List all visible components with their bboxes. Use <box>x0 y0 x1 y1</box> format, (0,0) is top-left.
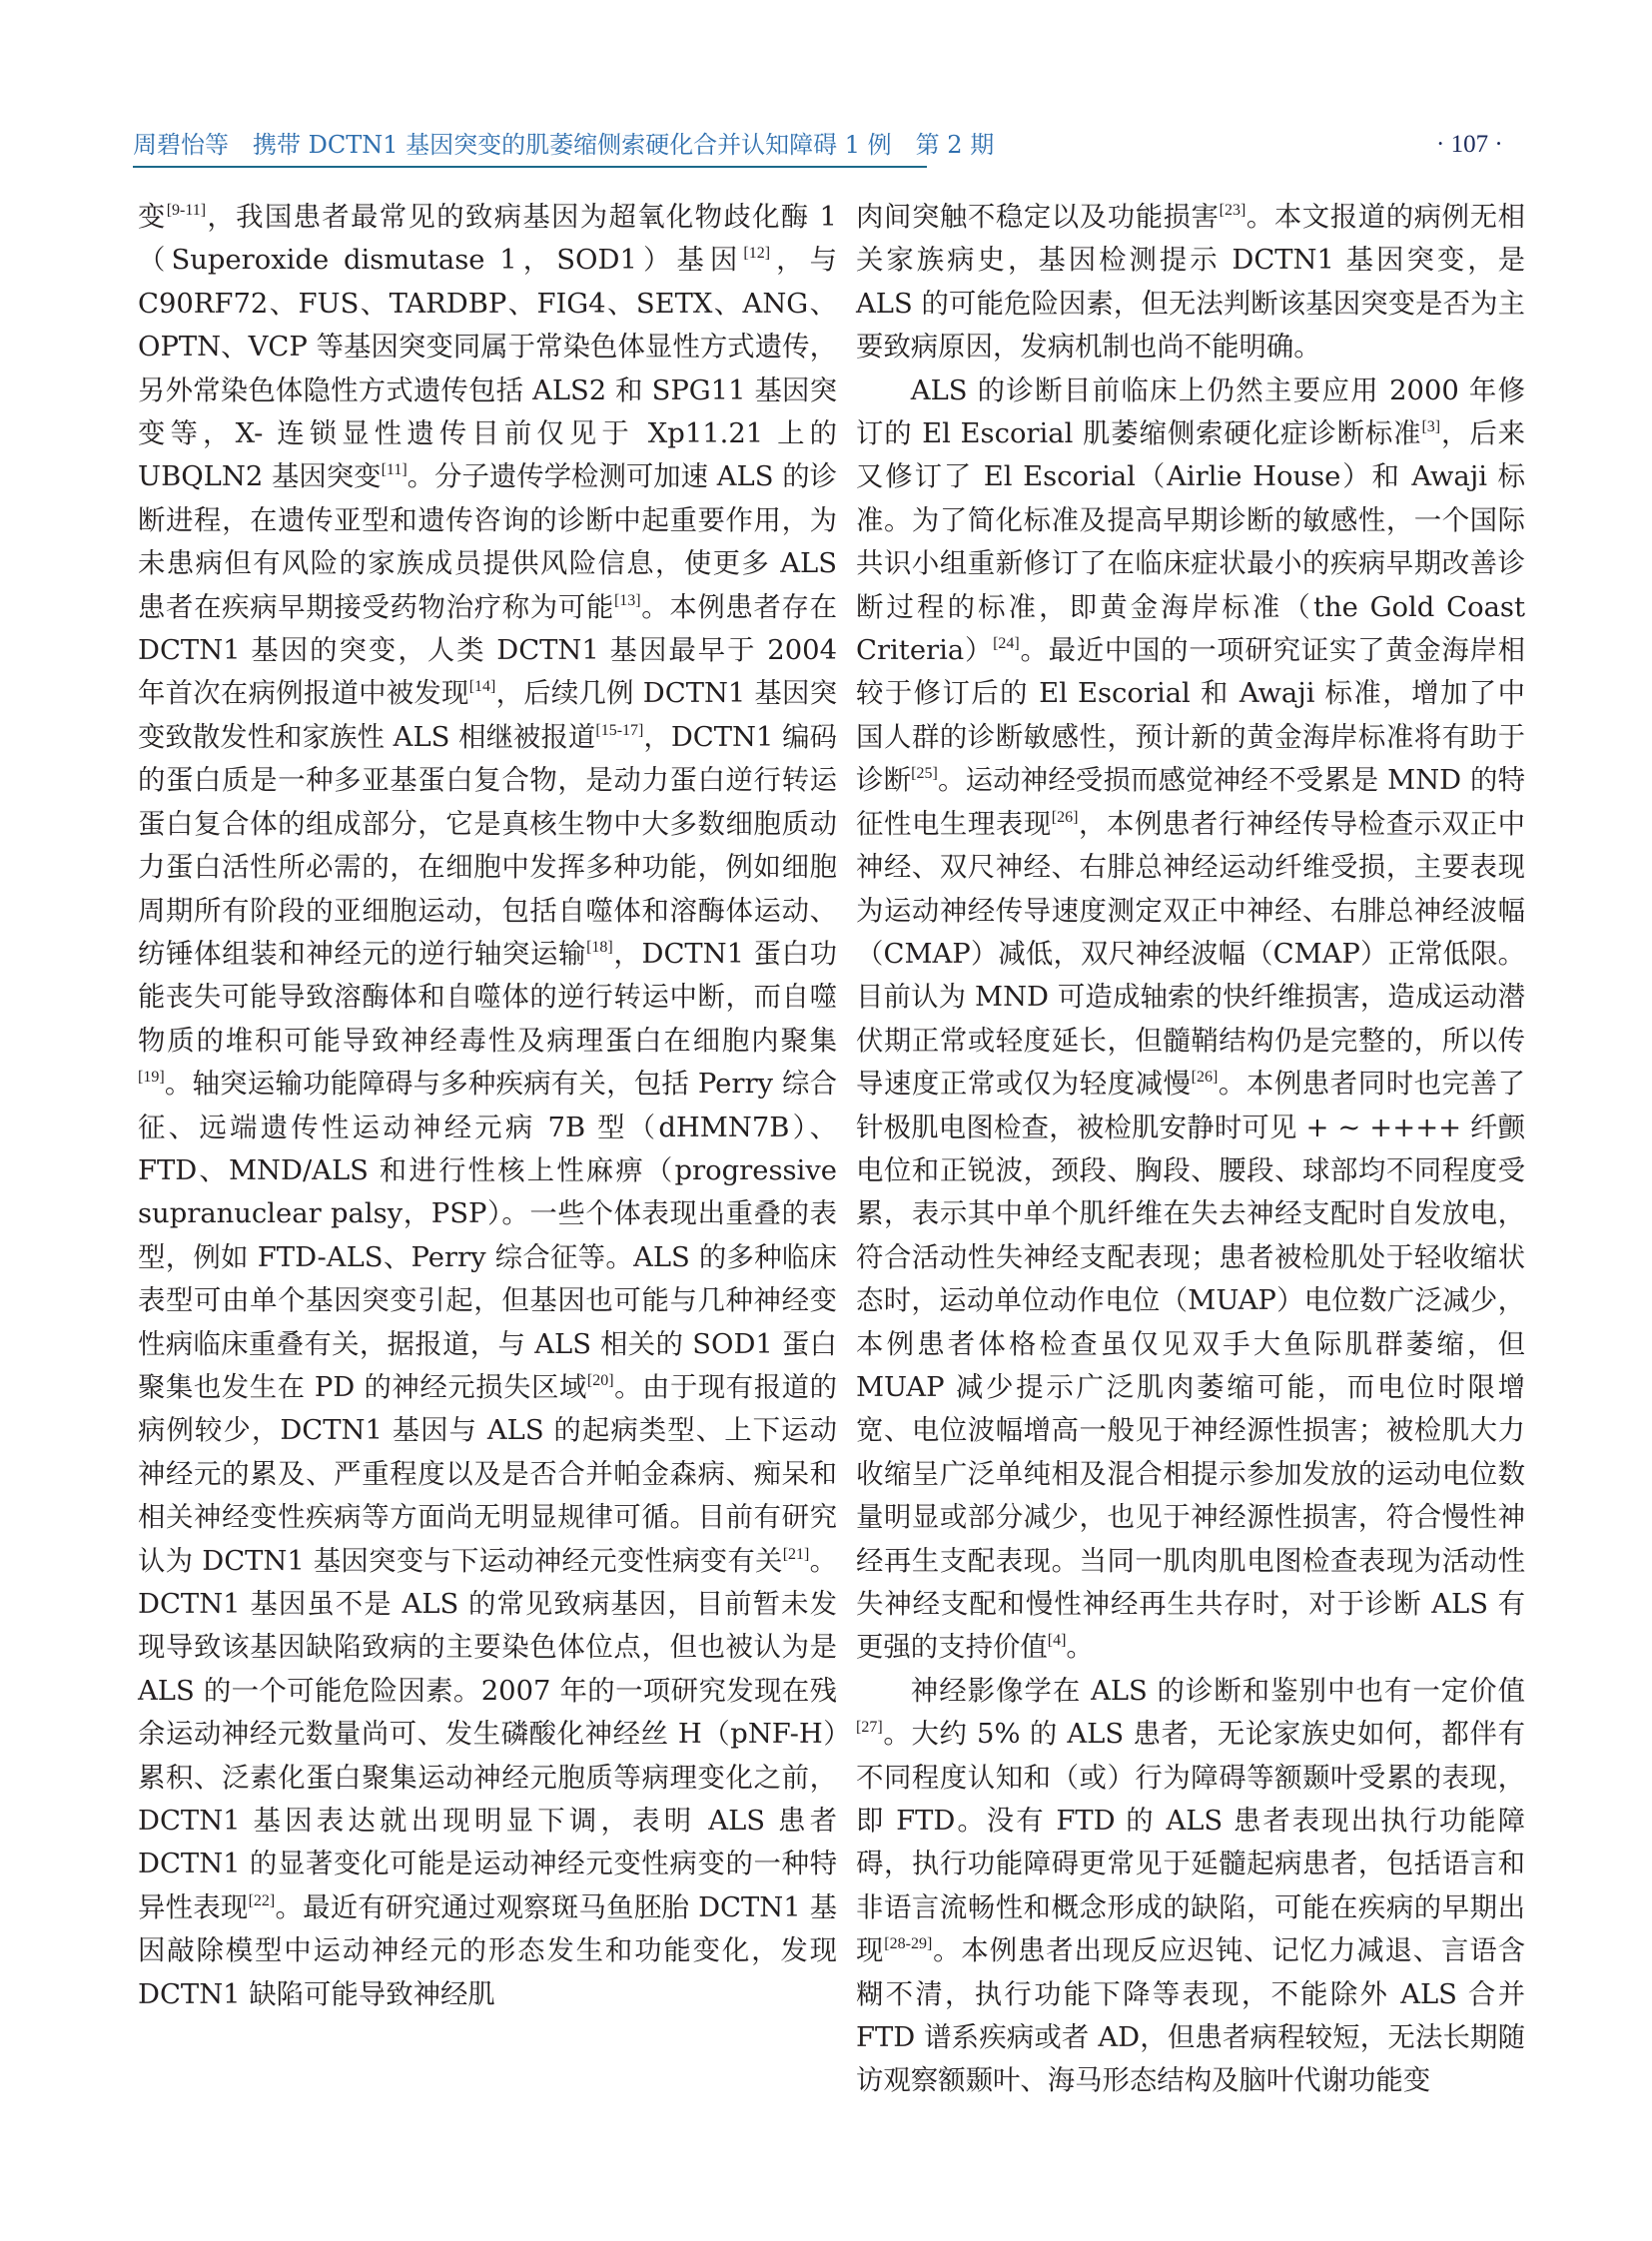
body-paragraph <box>856 370 1525 1670</box>
page-number: · 107 · <box>1436 131 1503 158</box>
text-run: 肉间突触不稳定以及功能损害 <box>856 202 1220 233</box>
text-run: 。本例患者存在 DCTN1 基因的突变，人类 DCTN1 基因最早于 2004 年首次在病例报道中被发现 <box>138 591 837 710</box>
citation-reference: [12] <box>743 245 771 263</box>
citation-reference: [20] <box>586 1371 614 1389</box>
citation-reference: [21] <box>782 1545 810 1563</box>
text-run: 神经影像学在 ALS 的诊断和鉴别中也有一定价值 <box>910 1675 1525 1707</box>
text-run: 。本文报道的病例无相关家族病史，基因检测提示 DCTN1 基因突变，是 ALS 的可能危险因素，但无法判断该基因突变是否为主要致病原因，发病机制也尚不能明确。 <box>856 202 1525 364</box>
citation-reference: [11] <box>381 461 408 479</box>
citation-reference: [3] <box>1421 418 1441 436</box>
text-run: ALS 的诊断目前临床上仍然主要应用 2000 年修订的 El Escorial 肌萎缩侧索硬化症诊断标准 <box>856 374 1525 450</box>
text-run: 。最近有研究通过观察斑马鱼胚胎 DCTN1 基因敲除模型中运动神经元的形态发生和功能变化，发现 DCTN1 缺陷可能导致神经肌 <box>138 1891 837 2010</box>
body-paragraph <box>856 196 1525 370</box>
text-run: 变 <box>138 202 167 233</box>
text-run: ，DCTN1 编码的蛋白质是一种多亚基蛋白复合物，是动力蛋白逆行转运蛋白复合体的组成部分，它是真核生物中大多数细胞质动力蛋白活性所必需的，在细胞中发挥多种功能，例如细胞周期所有阶段的亚细胞运动，包括自噬体和溶酶体运动、纺锤体组装和神经元的逆行轴突运输 <box>138 721 837 970</box>
header-authors: 周碧怡等 <box>133 131 229 159</box>
citation-reference: [28-29] <box>884 1935 933 1953</box>
citation-reference: [13] <box>613 591 641 609</box>
text-run: ，我国患者最常见的致病基因为超氧化物歧化酶 1（Superoxide dismutase 1，SOD1）基因 <box>138 202 837 277</box>
text-run: 。本例患者同时也完善了针极肌电图检查，被检肌安静时可见 + ~ ++++ 纤颤电位和正锐波，颈段、胸段、腰段、球部均不同程度受累，表示其中单个肌纤维在失去神经支配时自发放电，符合活动性失神经支配表现；患者被检肌处于轻收缩状态时，运动单位动作电位（MUAP）电位数广泛减少，本例患者体格检查虽仅见双手大鱼际肌群萎缩，但 MUAP 减少提示广泛肌肉萎缩可能，而电位时限增宽、电位波幅增高一般见于神经源性损害；被检肌大力收缩呈广泛单纯相及混合相提示参加发放的运动电位数量明显或部分减少，也见于神经源性损害，符合慢性神经再生支配表现。当同一肌肉肌电图检查表现为活动性失神经支配和慢性神经再生共存时，对于诊断 ALS 有更强的支持价值 <box>856 1069 1525 1664</box>
citation-reference: [23] <box>1219 202 1246 219</box>
text-run: ，与 C90RF72、FUS、TARDBP、FIG4、SETX、ANG、OPTN、VCP 等基因突变同属于常染色体显性方式遗传，另外常染色体隐性方式遗传包括 ALS2 和 SPG11 基因突变等，X- 连锁显性遗传目前仅见于 Xp11.21 上的 UBQLN2 基因突变 <box>138 245 837 493</box>
citation-reference: [15-17] <box>595 721 644 739</box>
body-paragraph <box>856 1670 1525 2103</box>
text-run: 。大约 5% 的 ALS 患者，无论家族史如何，都伴有不同程度认知和（或）行为障碍等额颞叶受累的表现，即 FTD。没有 FTD 的 ALS 患者表现出执行功能障碍，执行功能障碍更常见于延髓起病患者，包括语言和非语言流畅性和概念形成的缺陷，可能在疾病的早期出现 <box>856 1719 1525 1967</box>
body-column-right <box>856 196 1525 2103</box>
body-column-left <box>138 196 837 2016</box>
text-run: 。运动神经受损而感觉神经不受累是 MND 的特征性电生理表现 <box>856 765 1525 840</box>
text-run: 。由于现有报道的病例较少，DCTN1 基因与 ALS 的起病类型、上下运动神经元的累及、严重程度以及是否合并帕金森病、痴呆和相关神经变性疾病等方面尚无明显规律可循。目前有研究认为 DCTN1 基因突变与下运动神经元变性病变有关 <box>138 1371 837 1577</box>
citation-reference: [18] <box>586 938 613 956</box>
citation-reference: [4] <box>1047 1632 1067 1650</box>
text-run: 。DCTN1 基因虽不是 ALS 的常见致病基因，目前暂未发现导致该基因缺陷致病的主要染色体位点，但也被认为是 ALS 的一个可能危险因素。2007 年的一项研究发现在残余运动神经元数量尚可、发生磷酸化神经丝 H（pNF-H）累积、泛素化蛋白聚集运动神经元胞质等病理变化之前，DCTN1 基因表达就出现明显下调，表明 ALS 患者 DCTN1 的显著变化可能是运动神经元变性病变的一种特异性表现 <box>138 1545 837 1923</box>
running-header <box>133 128 995 168</box>
text-run: ，后来又修订了 El Escorial（Airlie House）和 Awaji 标准。为了简化标准及提高早期诊断的敏感性，一个国际共识小组重新修订了在临床症状最小的疾病早期改善诊断过程的标准，即黄金海岸标准（the Gold Coast Criteria） <box>856 418 1525 667</box>
text-run: ，DCTN1 蛋白功能丧失可能导致溶酶体和自噬体的逆行转运中断，而自噬物质的堆积可能导致神经毒性及病理蛋白在细胞内聚集 <box>138 938 837 1057</box>
citation-reference: [27] <box>856 1719 883 1737</box>
citation-reference: [22] <box>248 1891 276 1909</box>
citation-reference: [19] <box>138 1069 165 1087</box>
citation-reference: [26] <box>1191 1069 1219 1087</box>
citation-reference: [9-11] <box>166 202 207 219</box>
text-run: 。本例患者出现反应迟钝、记忆力减退、言语含糊不清，执行功能下降等表现，不能除外 ALS 合并 FTD 谱系疾病或者 AD，但患者病程较短，无法长期随访观察额颞叶、海马形态结构及脑叶代谢功能变 <box>856 1935 1525 2097</box>
text-run: 。最近中国的一项研究证实了黄金海岸相较于修订后的 El Escorial 和 Awaji 标准，增加了中国人群的诊断敏感性，预计新的黄金海岸标准将有助于诊断 <box>856 635 1525 797</box>
header-issue: 第 2 期 <box>915 131 995 159</box>
header-article-title: 携带 DCTN1 基因突变的肌萎缩侧索硬化合并认知障碍 1 例 <box>253 131 892 159</box>
citation-reference: [24] <box>993 635 1020 653</box>
citation-reference: [25] <box>911 765 938 783</box>
citation-reference: [26] <box>1051 808 1079 826</box>
citation-reference: [14] <box>468 678 496 696</box>
text-run: ，本例患者行神经传导检查示双正中神经、双尺神经、右腓总神经运动纤维受损，主要表现为运动神经传导速度测定双正中神经、右腓总神经波幅（CMAP）减低，双尺神经波幅（CMAP）正常低限。目前认为 MND 可造成轴索的快纤维损害，造成运动潜伏期正常或轻度延长，但髓鞘结构仍是完整的，所以传导速度正常或仅为轻度减慢 <box>856 808 1525 1101</box>
body-paragraph <box>138 196 837 2016</box>
text-run: 。 <box>1066 1632 1094 1664</box>
text-run: 。分子遗传学检测可加速 ALS 的诊断进程，在遗传亚型和遗传咨询的诊断中起重要作用，为未患病但有风险的家族成员提供风险信息，使更多 ALS 患者在疾病早期接受药物治疗称为可能 <box>138 461 837 623</box>
text-run: 。轴突运输功能障碍与多种疾病有关，包括 Perry 综合征、远端遗传性运动神经元病 7B 型（dHMN7B）、FTD、MND/ALS 和进行性核上性麻痹（progressive supranuclear palsy，PSP）。一些个体表现出重叠的表型，例如 FTD-ALS、Perry 综合征等。ALS 的多种临床表型可由单个基因突变引起，但基因也可能与几种神经变性病临床重叠有关，据报道，与 ALS 相关的 SOD1 蛋白聚集也发生在 PD 的神经元损失区域 <box>138 1069 837 1403</box>
text-run: ，后续几例 DCTN1 基因突变致散发性和家族性 ALS 相继被报道 <box>138 678 837 753</box>
